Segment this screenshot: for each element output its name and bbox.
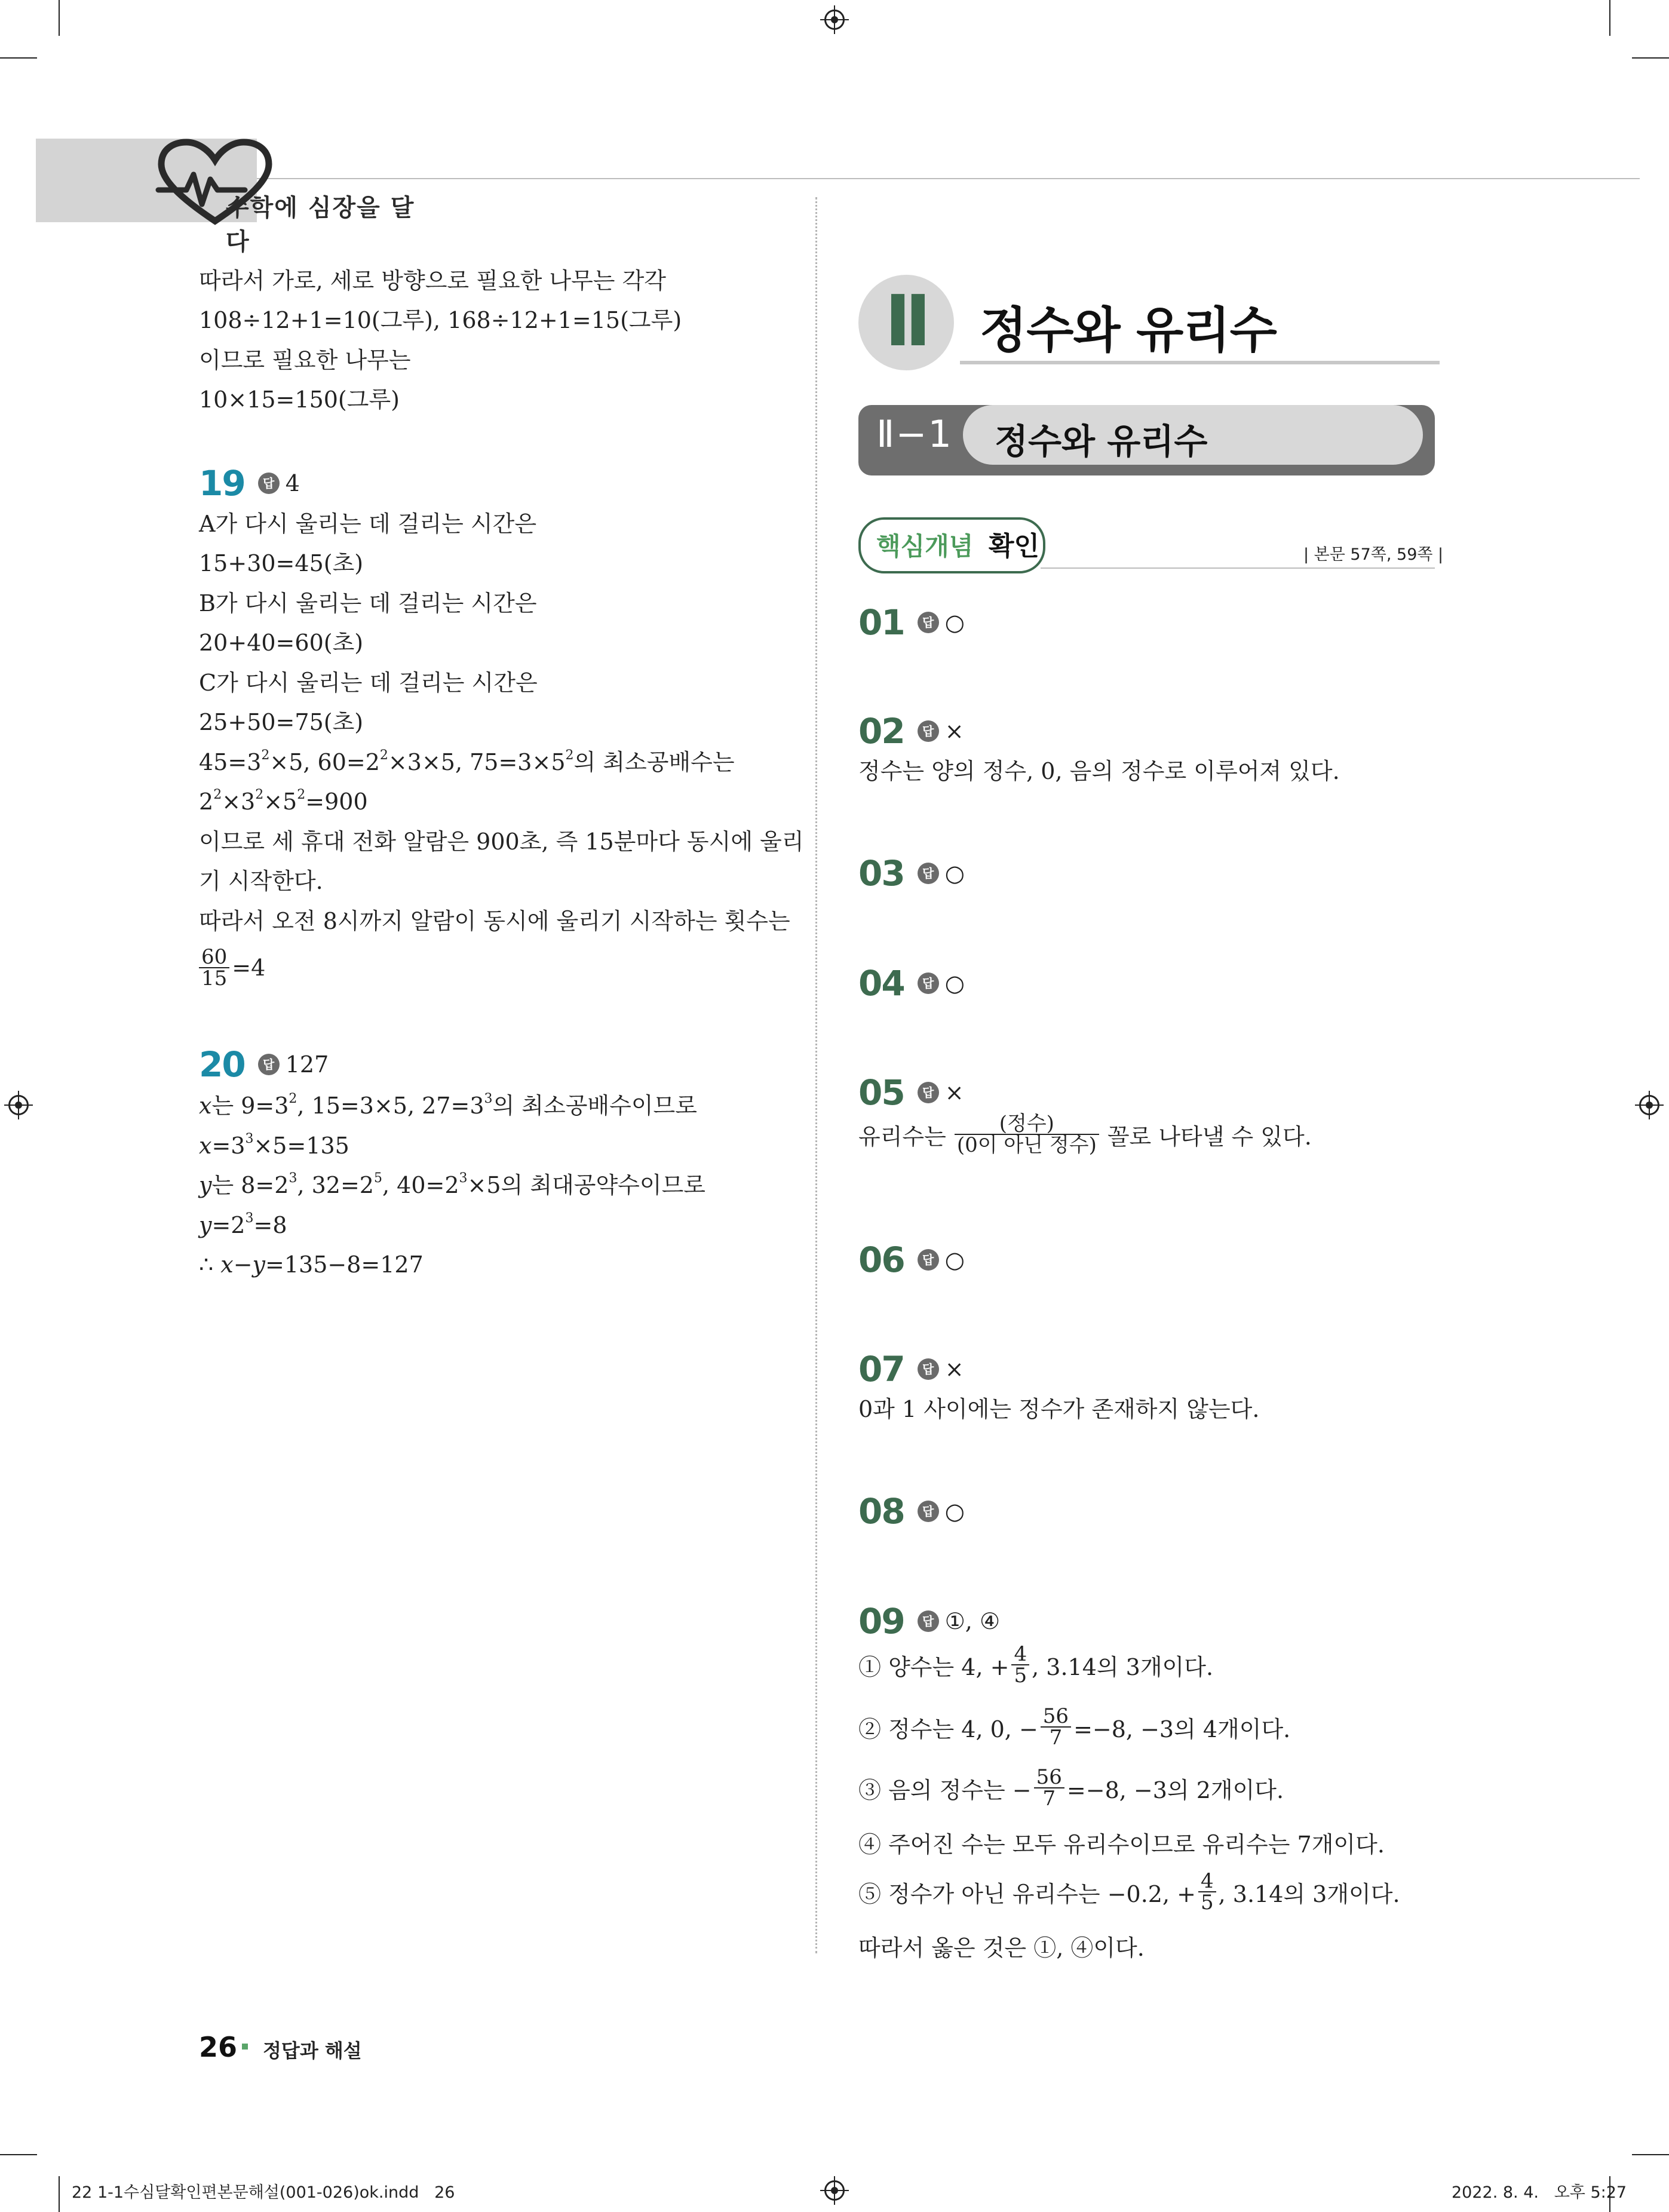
footer-bullet <box>242 2044 248 2050</box>
text-line: 이므로 필요한 나무는 <box>199 347 411 373</box>
fraction-line: 유리수는 $\frac{\text{(정수)}}{\text{(0이 아닌 정수)}}$ 꼴로 나타낼 수 있다. <box>858 1112 1312 1157</box>
question-01-header <box>858 602 965 643</box>
text-line: 0과 1 사이에는 정수가 존재하지 않는다. <box>858 1396 1260 1422</box>
badge-rule <box>1041 567 1435 569</box>
fraction-line: ① 양수는 4, + $\frac{4}{5}$ , 3.14의 3개이다. <box>858 1642 1214 1688</box>
question-number: 01 <box>858 602 904 643</box>
answer-mark-icon: 답 <box>918 720 939 742</box>
text-line: 따라서 오전 8시까지 알람이 동시에 울리기 시작하는 횟수는 <box>199 908 790 934</box>
fraction-line: ⑤ 정수가 아닌 유리수는 −0.2, + $\frac{4}{5}$ , 3.14의 3개이다. <box>858 1869 1400 1915</box>
answer-mark-icon: 답 <box>918 1358 939 1380</box>
section-title: 정수와 유리수 <box>995 421 1208 462</box>
answer-value: ①, ④ <box>944 1608 1001 1634</box>
question-number: 09 <box>858 1601 904 1642</box>
answer-value: ○ <box>944 970 965 996</box>
column-divider <box>815 197 817 1953</box>
text-line: x는 $9=3^2$, 15=3×5, $27=3^3$의 최소공배수이므로 <box>199 1091 697 1119</box>
answer-mark-icon: 답 <box>918 863 939 884</box>
section-label: Ⅱ−1 <box>876 412 953 456</box>
answer-mark-icon: 답 <box>258 473 280 494</box>
page-number: 26 <box>199 2031 238 2063</box>
answer-value: 4 <box>285 470 300 496</box>
answer-mark-icon: 답 <box>918 1501 939 1522</box>
text-line: 정수는 양의 정수, 0, 음의 정수로 이루어져 있다. <box>858 758 1340 784</box>
question-20-header <box>199 1044 329 1085</box>
answer-mark-icon: 답 <box>918 612 939 633</box>
text-line: 25+50=75(초) <box>199 709 364 735</box>
question-06-header <box>858 1240 965 1280</box>
answer-value: × <box>944 718 964 744</box>
question-03-header <box>858 853 965 894</box>
answer-value: ○ <box>944 1498 965 1524</box>
registration-mark-icon <box>8 1095 29 1115</box>
print-timestamp: 2022. 8. 4. 오후 5:27 <box>1452 2183 1627 2202</box>
question-number: 20 <box>199 1044 245 1085</box>
text-line: ④ 주어진 수는 모두 유리수이므로 유리수는 7개이다. <box>858 1831 1385 1858</box>
logo-text: 수학에 심장을 달다 <box>226 194 415 256</box>
text-line: $y=2^3=8$ <box>199 1211 287 1238</box>
question-number: 03 <box>858 853 904 894</box>
right-column <box>858 0 1456 2212</box>
chapter-rule <box>960 361 1440 364</box>
fraction-line: ③ 음의 정수는 − $\frac{56}{7}$ =−8, −3의 2개이다. <box>858 1765 1284 1811</box>
answer <box>258 1051 329 1078</box>
concept-badge-label: 핵심개념 <box>876 532 974 561</box>
page-reference: | 본문 57쪽, 59쪽 | <box>1303 545 1444 564</box>
answer-mark-icon: 답 <box>258 1054 280 1075</box>
text-line: $x=3^3\times 5=135$ <box>199 1131 349 1159</box>
fraction-line: $\frac{60}{15}$ =4 <box>199 947 265 989</box>
question-08-header <box>858 1491 965 1532</box>
question-02-header <box>858 711 964 751</box>
crop-mark <box>1609 0 1610 36</box>
text-line: 따라서 가로, 세로 방향으로 필요한 나무는 각각 <box>199 268 667 294</box>
answer <box>258 470 300 496</box>
question-number: 02 <box>858 711 904 751</box>
registration-mark-icon <box>824 2180 845 2201</box>
answer-mark-icon: 답 <box>918 1610 939 1632</box>
question-number: 05 <box>858 1072 904 1113</box>
answer-mark-icon: 답 <box>918 1249 939 1271</box>
question-09-header <box>858 1601 1000 1642</box>
crop-mark <box>1632 57 1669 59</box>
registration-mark-icon <box>1639 1095 1659 1115</box>
question-number: 19 <box>199 463 245 504</box>
text-line: 따라서 옳은 것은 ①, ④이다. <box>858 1935 1145 1961</box>
crop-mark <box>0 57 37 59</box>
crop-mark <box>59 2176 60 2212</box>
text-line: y는 $8=2^3$, $32=2^5$, $40=2^3\times 5$의 최대공약수이므로 <box>199 1171 705 1198</box>
answer-value: × <box>944 1356 964 1382</box>
answer-value: 127 <box>285 1051 329 1078</box>
text-line: B가 다시 울리는 데 걸리는 시간은 <box>199 590 537 616</box>
left-column <box>199 0 802 2212</box>
crop-mark <box>59 0 60 36</box>
answer-value: ○ <box>944 1247 965 1273</box>
answer-value: ○ <box>944 860 965 886</box>
text-line: A가 다시 울리는 데 걸리는 시간은 <box>199 511 537 537</box>
registration-mark-icon <box>824 10 845 30</box>
fraction-line: ② 정수는 4, 0, − $\frac{56}{7}$ =−8, −3의 4개이다. <box>858 1704 1291 1750</box>
question-19-header <box>199 463 300 504</box>
text-line: $45=3^2\times 5$, $60=2^2\times 3\times 5$, $75=3\times 5^2$의 최소공배수는 <box>199 748 735 775</box>
text-line: $2^2\times 3^2\times 5^2=900$ <box>199 787 368 815</box>
crop-mark <box>1632 2154 1669 2155</box>
text-line: C가 다시 울리는 데 걸리는 시간은 <box>199 670 538 696</box>
chapter-title: 정수와 유리수 <box>980 302 1277 359</box>
question-07-header <box>858 1349 964 1389</box>
chapter-roman: Ⅱ <box>885 280 931 362</box>
answer-value: × <box>944 1079 964 1106</box>
answer-value: ○ <box>944 609 965 636</box>
file-info: 22 1-1수심달확인편본문해설(001-026)ok.indd 26 <box>72 2183 455 2202</box>
crop-mark <box>0 2154 37 2155</box>
answer-mark-icon: 답 <box>918 1082 939 1103</box>
question-number: 08 <box>858 1491 904 1532</box>
answer-mark-icon: 답 <box>918 972 939 994</box>
concept-badge-check: 확인 <box>989 531 1040 562</box>
question-number: 06 <box>858 1240 904 1280</box>
question-number: 07 <box>858 1349 904 1389</box>
text-line: 20+40=60(초) <box>199 630 364 656</box>
text-line: 기 시작한다. <box>199 868 323 894</box>
question-05-header <box>858 1072 964 1113</box>
text-line: ∴ x−y=135−8=127 <box>199 1251 424 1278</box>
text-line: 15+30=45(초) <box>199 550 364 576</box>
text-line: 108÷12+1=10(그루), 168÷12+1=15(그루) <box>199 307 682 333</box>
text-line: 10×15=150(그루) <box>199 386 400 413</box>
question-number: 04 <box>858 963 904 1004</box>
question-04-header <box>858 963 965 1004</box>
text-line: 이므로 세 휴대 전화 알람은 900초, 즉 15분마다 동시에 울리 <box>199 829 804 855</box>
footer-section: 정답과 해설 <box>263 2039 362 2062</box>
